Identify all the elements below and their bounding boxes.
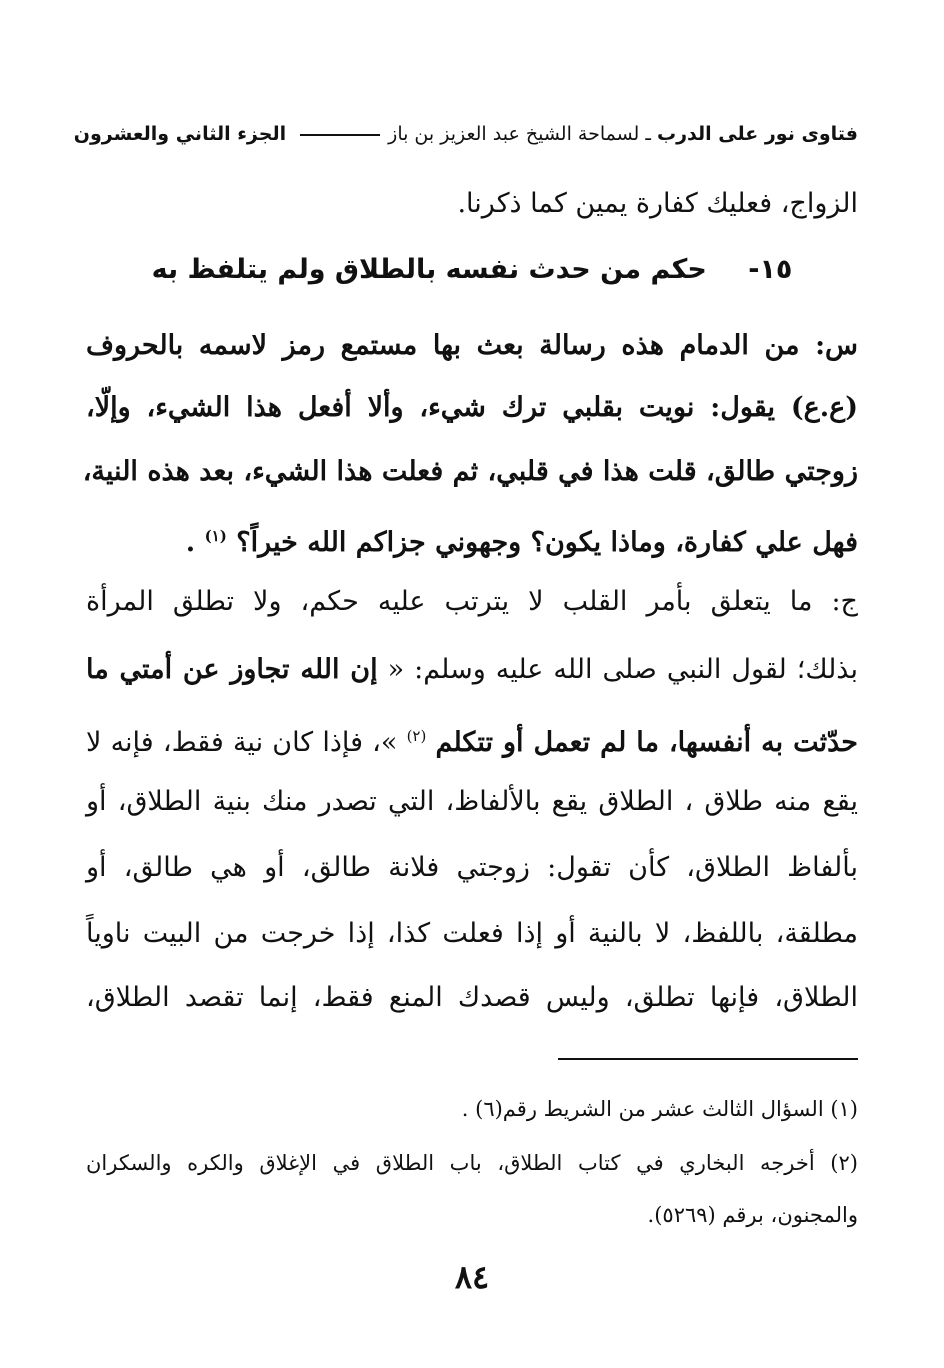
hadith-text-start: إن الله تجاوز عن أمتي ما	[86, 654, 378, 685]
header-separator	[300, 134, 380, 136]
footnote-ref-1: (١)	[204, 527, 227, 545]
body-line-1: الزواج، فعليك كفارة يمين كما ذكرنا.	[457, 188, 858, 219]
heading-number: ١٥-	[748, 254, 793, 285]
footnote-2-line-2: والمجنون، برقم (٥٢٦٩).	[647, 1203, 858, 1227]
answer-line-7: الطلاق، فإنها تطلق، وليس قصدك المنع فقط، إنما تقصد الطلاق،	[86, 982, 858, 1013]
section-heading	[86, 250, 858, 290]
answer-line-3-text: »، فإذا كان نية فقط، فإنه لا	[86, 727, 398, 758]
question-line-3: زوجتي طالق، قلت هذا في قلبي، ثم فعلت هذا الشيء، بعد هذه النية،	[82, 456, 858, 487]
footnote-ref-2: (٢)	[406, 727, 427, 745]
header-part: الجزء الثاني والعشرون	[73, 123, 287, 145]
question-line-4-text: فهل علي كفارة، وماذا يكون؟ وجهوني جزاكم الله خيراً؟	[236, 527, 858, 558]
question-line-4	[86, 516, 858, 563]
answer-line-5: بألفاظ الطلاق، كأن تقول: زوجتي فلانة طالق، أو هي طالق، أو	[86, 852, 858, 883]
answer-line-2	[86, 650, 858, 690]
question-end-period: .	[185, 527, 196, 558]
answer-line-3	[86, 716, 858, 763]
footnote-divider	[558, 1058, 858, 1060]
answer-line-1: ج: ما يتعلق بأمر القلب لا يترتب عليه حكم، ولا تطلق المرأة	[86, 586, 858, 617]
header-left-group	[388, 123, 858, 145]
footnote-1: (١) السؤال الثالث عشر من الشريط رقم(٦) .	[461, 1097, 858, 1121]
question-line-1: س: من الدمام هذه رسالة بعث بها مستمع رمز لاسمه بالحروف	[86, 330, 858, 361]
answer-line-6: مطلقة، باللفظ، لا بالنية أو إذا فعلت كذا، إذا خرجت من البيت ناوياً	[86, 918, 858, 949]
page-number: ٨٤	[454, 1258, 490, 1296]
running-header	[73, 114, 858, 154]
header-right-group	[74, 123, 388, 145]
hadith-text-end: حدّثت به أنفسها، ما لم تعمل أو تتكلم	[435, 727, 858, 758]
footnote-2-line-1: (٢) أخرجه البخاري في كتاب الطلاق، باب الطلاق في الإغلاق والكره والسكران	[86, 1151, 858, 1175]
heading-title: حكم من حدث نفسه بالطلاق ولم يتلفظ به	[151, 254, 707, 285]
header-author: ـ لسماحة الشيخ عبد العزيز بن باز	[388, 123, 651, 145]
question-line-2: (ع.ع) يقول: نويت بقلبي ترك شيء، وألا أفعل هذا الشيء، وإلّا،	[86, 392, 858, 423]
answer-line-4: يقع منه طلاق ، الطلاق يقع بالألفاظ، التي تصدر منك بنية الطلاق، أو	[86, 786, 858, 817]
answer-line-2-text: بذلك؛ لقول النبي صلى الله عليه وسلم: «	[387, 654, 858, 685]
header-book-title: فتاوى نور على الدرب	[657, 123, 858, 145]
